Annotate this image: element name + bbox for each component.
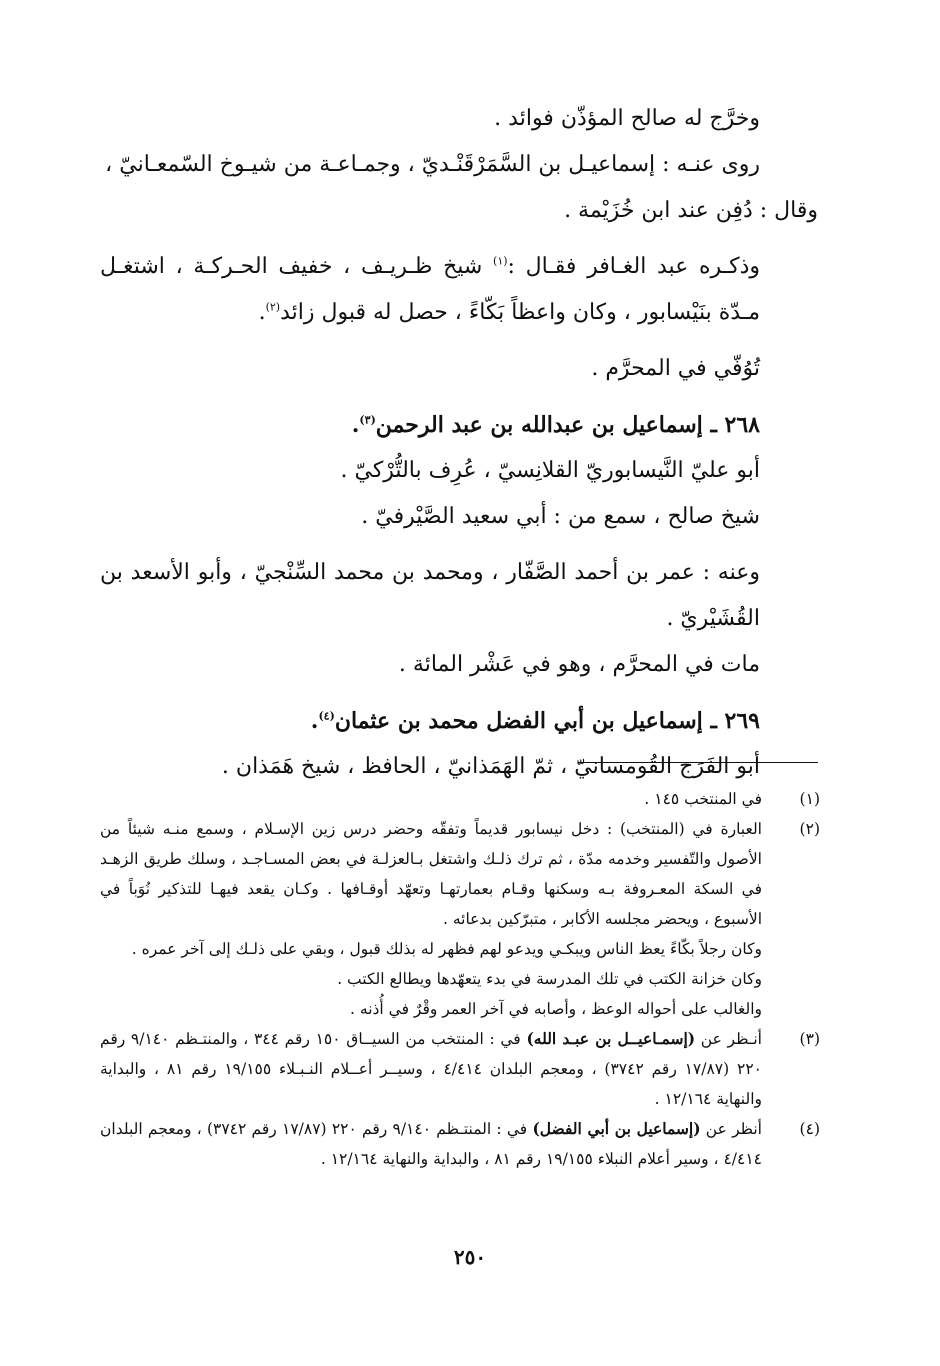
- footnote-body: [100, 814, 762, 1024]
- footnote-bold-title: (إسماعيل بن أبي الفضل): [532, 1119, 701, 1138]
- text-line: وقال : دُفِن عند ابن خُزَيْمة .: [564, 198, 818, 223]
- entry-heading-269: ٢٦٩ ـ إسماعيل بن أبي الفضل محمد بن عثمان$^{(٤)}$.: [310, 708, 760, 734]
- footnote-4: [100, 1114, 820, 1174]
- footnote-ref: (٢): [265, 300, 281, 314]
- footnote-bold-title: (إسمـاعيــل بن عبـد الله): [526, 1029, 696, 1048]
- footnote-text: العبارة في (المنتخب) : دخل نيسابور قديماً وتفقّه وحضر درس زين الإسـلام ، وسمع منـه شيئاً من الأصول والتّفسير وخدمه مدّة ، ثم ترك ذلـك واشتغل بـالعزلـة في بعض المسـاجـد ، وسلك طريق الزهـد في السكة المعـروفة بـه وسكنها وقـام بعمارتهـا وتعهّد أوقـافها . وكـان يقعد فيهـا للتذكير نُوَباً في الأسبوع ، ويحضر مجلسه الأكابر ، متبرّكين بدعائه .: [100, 820, 762, 928]
- footnote-ref: (١): [493, 254, 508, 268]
- footnote-3: [100, 1024, 820, 1114]
- footnote-rest: في : المنتـظم ٩/١٤٠ رقم ٢٢٠ (١٧/٨٧ رقم ٣٧٤٢) ، ومعجم البلدان ٤/٤١٤ ، وسير أعلام النبلاء ١٩/١٥٥ رقم ٨١ ، والبداية والنهاية ١٢/١٦٤ .: [100, 1120, 762, 1168]
- text-line: شيخ صالح ، سمع من : أبي سعيد الصَّيْرفيّ .: [361, 504, 760, 529]
- footnote-number: (٢): [799, 820, 820, 838]
- footnote-ref: (٣): [359, 413, 376, 427]
- footnote-number: (١): [799, 790, 820, 808]
- footnote-text: والغالب على أحواله الوعظ ، وأصابه في آخر العمر وقْرٌ في أُذنه .: [350, 1000, 762, 1018]
- footnote-number: (٣): [799, 1030, 820, 1048]
- main-text: [100, 96, 818, 790]
- footnote-text: [100, 1114, 762, 1174]
- entry-heading-268: ٢٦٨ ـ إسماعيل بن عبدالله بن عبد الرحمن$^{(٣)}$.: [351, 412, 760, 438]
- footnote-text: وكان رجلاً بكّاءً يعظ الناس ويبكـي ويدعو لهم فظهر له بذلك قبول ، وبقي على ذلـك إلى آخر عمره .: [131, 940, 762, 958]
- text-paragraph: وعنه : عمر بن أحمد الصَّفّار ، ومحمد بن محمد السِّنْجيّ ، وأبو الأسعد بن القُشَيْريّ .: [100, 560, 760, 631]
- text-line: أبو الفَرَج القُومسانيّ ، ثمّ الهَمَذانيّ ، الحافظ ، شيخ هَمَذان .: [221, 754, 760, 779]
- footnote-lead: أنظر عن: [700, 1120, 762, 1138]
- entry-title: إسماعيل بن عبدالله بن عبد الرحمن: [375, 412, 703, 438]
- entry-number: ٢٦٩ ـ: [710, 708, 760, 734]
- text-line: وخرَّج له صالح المؤذّن فوائد .: [494, 106, 760, 131]
- footnote-rest: في : المنتخب من السيــاق ١٥٠ رقم ٣٤٤ ، والمنتـظم ٩/١٤٠ رقم ٢٢٠ (١٧/٨٧ رقم ٣٧٤٢) ، ومعجم البلدان ٤/٤١٤ ، وسيــر أعــلام النـبـلاء ١٩/١٥٥ رقم ٨١ ، والبداية والنهاية ١٢/١٦٤ .: [100, 1030, 762, 1108]
- footnote-separator: [578, 762, 818, 763]
- footnote-text: في المنتخب ١٤٥ .: [644, 790, 762, 808]
- footnote-body: [100, 1024, 762, 1114]
- text-line: مات في المحرَّم ، وهو في عَشْر المائة .: [398, 652, 760, 677]
- footnote-1: [100, 784, 820, 814]
- page-number: ٢٥٠: [453, 1245, 487, 1269]
- footnote-text: وكان خزانة الكتب في تلك المدرسة في بدء يتعهّدها ويطالع الكتب .: [337, 970, 762, 988]
- text-line: تُوُفّي في المحرَّم .: [591, 356, 760, 381]
- text-span: شيخ ظـريـف ، خفيف الحـركـة ، اشتغـل مـدّة بنَيْسابور ، وكان واعظاً بَكّاءً ، حصل له قبول زائد: [100, 254, 760, 325]
- text-paragraph: وذكـره عبد الغـافر فقـال :$^{(١)}$ شيخ ظـريـف ، خفيف الحـركـة ، اشتغـل مـدّة بنَيْسابور ، وكان واعظاً بَكّاءً ، حصل له قبول زائد$^{(٢)}$.: [100, 254, 760, 325]
- entry-number: ٢٦٨ ـ: [710, 412, 760, 438]
- footnote-number: (٤): [799, 1120, 820, 1138]
- footnotes: [100, 784, 820, 1174]
- footnote-lead: أنـظر عن: [695, 1030, 762, 1048]
- footnote-text: [100, 1024, 762, 1114]
- footnote-body: [100, 784, 762, 814]
- entry-title: إسماعيل بن أبي الفضل محمد بن عثمان: [334, 708, 703, 734]
- footnote-2: [100, 814, 820, 1024]
- footnote-body: [100, 1114, 762, 1174]
- text-span: وذكـره عبد الغـافر فقـال :: [507, 254, 760, 279]
- footnote-ref: (٤): [318, 709, 335, 723]
- text-line: أبو عليّ النَّيسابوريّ القلانِسيّ ، عُرِف بالتُّرْكيّ .: [340, 458, 760, 483]
- text-line: روى عنـه : إسماعيـل بن السَّمَرْقَنْـديّ ، وجمـاعـة من شيـوخ السّمعـانيّ ،: [105, 152, 760, 177]
